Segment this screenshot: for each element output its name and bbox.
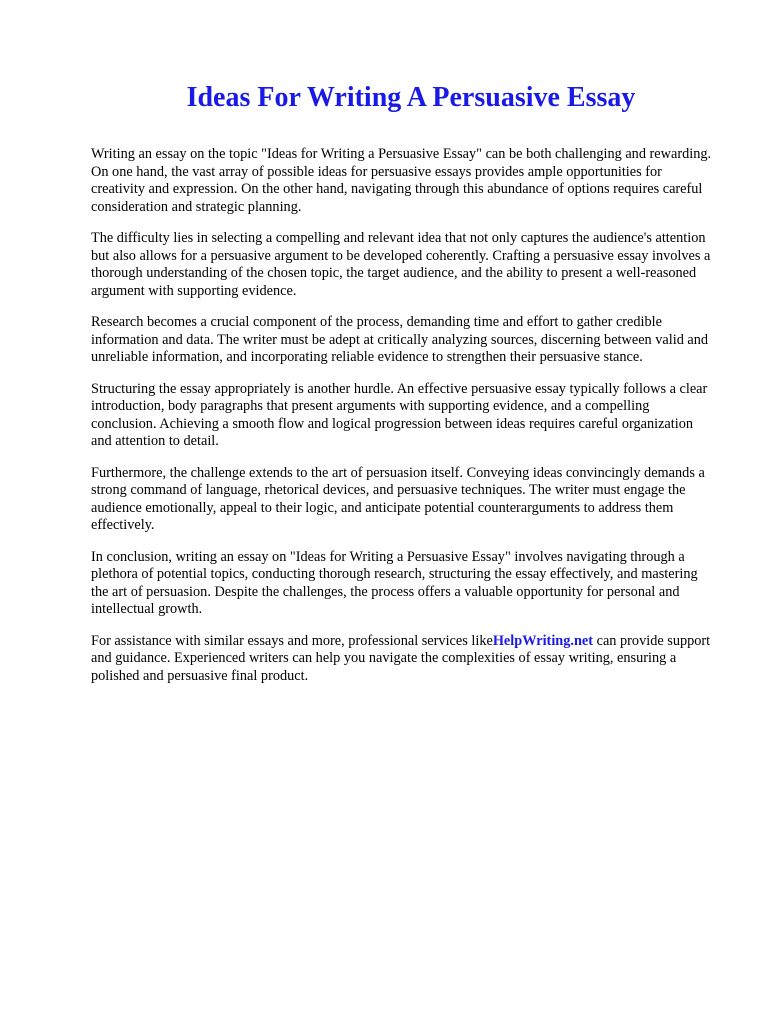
document-body [91, 146, 713, 699]
final-paragraph-lead: For assistance with similar essays and more, professional services like [91, 632, 493, 649]
paragraph-2: The difficulty lies in selecting a compelling and relevant idea that not only captures the audience's attention but also allows for a persuasive argument to be developed coherently. Crafting a persuasive essay involves a thorough understanding of the chosen topic, the target audience, and the ability to present a well-reasoned argument with supporting evidence. [91, 230, 711, 299]
paragraph-5: Furthermore, the challenge extends to the art of persuasion itself. Conveying ideas convincingly demands a strong command of language, rhetorical devices, and persuasive techniques. The writer must engage the audience emotionally, appeal to their logic, and anticipate potential counterarguments to address them effectively. [91, 464, 705, 533]
paragraph-7 [91, 633, 713, 686]
final-paragraph-tail: can provide support and guidance. Experienced writers can help you navigate the complexities of essay writing, ensuring a polished and persuasive final product. [91, 632, 711, 684]
paragraph-6: In conclusion, writing an essay on "Ideas for Writing a Persuasive Essay" involves navigating through a plethora of potential topics, conducting thorough research, structuring the essay effectively, and mastering the art of persuasion. Despite the challenges, the process offers a valuable opportunity for personal and intellectual growth. [91, 548, 698, 617]
paragraph-4: Structuring the essay appropriately is another hurdle. An effective persuasive essay typically follows a clear introduction, body paragraphs that present arguments with supporting evidence, and a compelling conclusion. Achieving a smooth flow and logical progression between ideas requires careful organization and attention to detail. [91, 380, 708, 449]
paragraph-1: Writing an essay on the topic "Ideas for Writing a Persuasive Essay" can be both challenging and rewarding. On one hand, the vast array of possible ideas for persuasive essays provides ample opportunities for creativity and expression. On the other hand, navigating through this abundance of options requires careful consideration and strategic planning. [91, 146, 712, 215]
document-title: Ideas For Writing A Persuasive Essay [186, 82, 636, 113]
helpwriting-link[interactable]: HelpWriting.net [492, 632, 594, 649]
paragraph-3: Research becomes a crucial component of the process, demanding time and effort to gather credible information and data. The writer must be adept at critically analyzing sources, discerning between valid and unreliable information, and incorporating reliable evidence to strengthen their persuasive stance. [91, 314, 709, 365]
